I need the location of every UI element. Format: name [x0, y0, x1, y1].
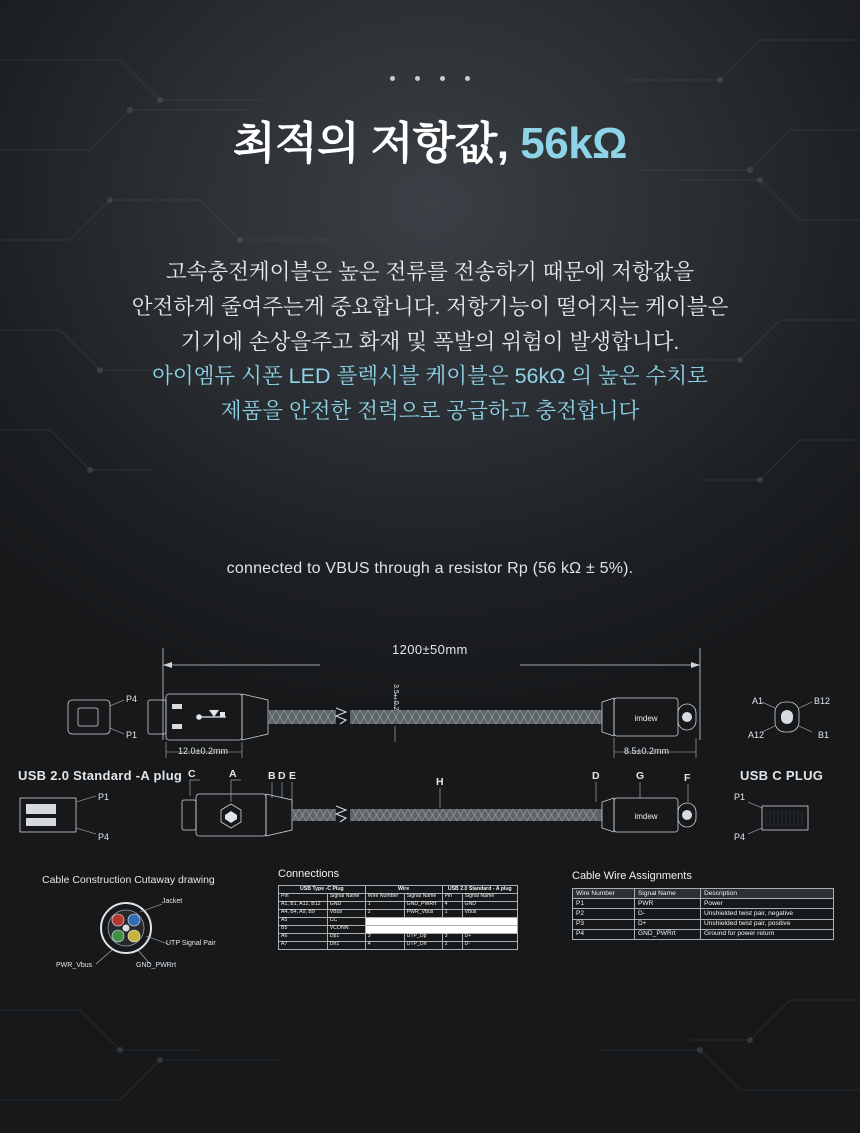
- cell: D+: [462, 933, 517, 941]
- decorative-dots: [0, 76, 860, 81]
- cable-diameter-dimension: 3.5±0.2: [392, 684, 399, 711]
- cell: A6: [279, 933, 328, 941]
- cell: GND_PWRrt: [635, 929, 701, 939]
- section-mark-b: B: [268, 770, 276, 782]
- table-row: [573, 919, 834, 929]
- pin-label-b12: B12: [814, 696, 831, 706]
- usb-a-pinout-icon: [68, 700, 124, 734]
- paragraph-line-3: 기기에 손상을주고 화재 및 폭발의 위험이 발생합니다.: [180, 329, 680, 354]
- cell-blank: [365, 925, 517, 933]
- col-signal-c: Signal Name: [327, 893, 365, 901]
- pin-label-p1-bottom: P1: [98, 792, 110, 802]
- cell: GND: [327, 901, 365, 909]
- section-mark-a: A: [229, 768, 237, 780]
- section-mark-h: H: [436, 776, 444, 788]
- page-title-prefix: 최적의 저항값,: [233, 119, 521, 168]
- table-header-row: [573, 889, 834, 899]
- overall-length-dimension: 1200±50mm: [392, 642, 468, 657]
- page-title-accent: 56kΩ: [520, 119, 627, 168]
- pin-label-p4-bottom: P4: [98, 832, 110, 842]
- cell: PWR_Vbus: [404, 909, 442, 917]
- group-header-usb-a: USB 2.0 Standard - A plug: [442, 886, 517, 894]
- cell: Ground for power return: [701, 929, 834, 939]
- cell: A4, B4, A9, B9: [279, 909, 328, 917]
- pin-label-p4-c: P4: [734, 832, 746, 842]
- cell: 3: [365, 933, 404, 941]
- wire-assignments-table: [572, 888, 834, 940]
- cell: P2: [573, 909, 635, 919]
- group-header-usb-c: USB Type -C Plug: [279, 886, 366, 894]
- section-mark-g: G: [636, 770, 645, 782]
- col-signal-name: Signal Name: [635, 889, 701, 899]
- cell: PWR: [635, 899, 701, 909]
- paragraph-line-5: 제품을 안전한 전력으로 공급하고 충전합니다: [220, 399, 640, 424]
- table-header-row: [279, 893, 518, 901]
- description-paragraph: [40, 255, 820, 429]
- cell: 1: [365, 901, 404, 909]
- col-wire-number: Wire Number: [365, 893, 404, 901]
- col-signal-a: Signal Name: [462, 893, 517, 901]
- cell: 4: [365, 941, 404, 949]
- table-row: [279, 925, 518, 933]
- cell: Unshielded twist pair, positive: [701, 919, 834, 929]
- table-row: [279, 909, 518, 917]
- section-mark-c: C: [188, 768, 196, 780]
- col-description: Description: [701, 889, 834, 899]
- pin-label-p1-c: P1: [734, 792, 746, 802]
- paragraph-line-2: 안전하게 줄여주는게 중요합니다. 저항기능이 떨어지는 케이블은: [131, 294, 729, 319]
- cell: P1: [573, 899, 635, 909]
- technical-drawing: [0, 620, 860, 1020]
- table-row: [279, 933, 518, 941]
- cell: 2: [365, 909, 404, 917]
- section-mark-d2: D: [592, 770, 600, 782]
- cell: P3: [573, 919, 635, 929]
- pin-label-a12: A12: [748, 730, 765, 740]
- cell: UTP_Dn: [404, 941, 442, 949]
- cell: 2: [442, 941, 462, 949]
- usb-a-flat-view: [20, 796, 96, 834]
- dot: [390, 76, 395, 81]
- section-mark-e: E: [289, 770, 297, 782]
- c-plug-length-dimension: 8.5±0.2mm: [624, 746, 669, 756]
- cutaway-label-jacket: Jacket: [162, 898, 183, 905]
- usb-a-title: USB 2.0 Standard -A plug: [18, 768, 183, 783]
- usb-c-title: USB C PLUG: [740, 768, 824, 783]
- connections-title: Connections: [278, 868, 340, 880]
- table-row: [279, 941, 518, 949]
- cell: Power: [701, 899, 834, 909]
- cell: VCONN: [327, 925, 365, 933]
- cell: P4: [573, 929, 635, 939]
- cable-assembly-bottom: [182, 794, 696, 836]
- cable-schematic: [0, 620, 860, 1020]
- cell: D-: [635, 909, 701, 919]
- dot: [415, 76, 420, 81]
- col-pin-a: Pin: [442, 893, 462, 901]
- cell: GND_PWRrt: [404, 901, 442, 909]
- cutaway-label-pwr: PWR_Vbus: [56, 962, 93, 969]
- cell: A5: [279, 917, 328, 925]
- cell: D-: [462, 941, 517, 949]
- cell: GND: [462, 901, 517, 909]
- svg-text:imdew: imdew: [634, 812, 658, 821]
- cutaway-label-utp: UTP Signal Pair: [166, 940, 216, 947]
- cell-blank: [365, 917, 517, 925]
- connections-table: [278, 885, 518, 950]
- table-row: [279, 901, 518, 909]
- a-plug-length-dimension: 12.0±0.2mm: [178, 746, 228, 756]
- cell: Unshielded twist pair, negative: [701, 909, 834, 919]
- cable-braid-top: [268, 708, 602, 724]
- usb-a-plug-top: [148, 694, 268, 740]
- resistor-caption: connected to VBUS through a resistor Rp (56 kΩ ± 5%).: [226, 560, 634, 577]
- cell: D+: [635, 919, 701, 929]
- cell: UTP_Dp: [404, 933, 442, 941]
- usb-c-plug-top: [602, 698, 696, 736]
- cell: A7: [279, 941, 328, 949]
- col-signal-wire: Signal Name: [404, 893, 442, 901]
- table-row: [573, 929, 834, 939]
- table-row: [279, 917, 518, 925]
- cell: B5: [279, 925, 328, 933]
- cable-cross-section: [96, 903, 168, 964]
- paragraph-line-4: 아이엠듀 시폰 LED 플렉시블 케이블은 56kΩ 의 높은 수치로: [152, 364, 708, 389]
- cell: 3: [442, 933, 462, 941]
- table-row: [573, 909, 834, 919]
- cell: Dp1: [327, 933, 365, 941]
- svg-text:imdew: imdew: [634, 714, 658, 723]
- section-mark-f: F: [684, 772, 691, 784]
- usb-c-end-view: [748, 802, 808, 834]
- pin-label-a1: A1: [752, 696, 764, 706]
- page-title: [0, 118, 860, 171]
- cell: Vbus: [462, 909, 517, 917]
- pin-label-p4-top: P4: [126, 694, 138, 704]
- cell: 1: [442, 909, 462, 917]
- cell: 4: [442, 901, 462, 909]
- usb-c-pinout-icon: [762, 702, 812, 732]
- cutaway-label-gnd: GND_PWRrt: [136, 962, 177, 969]
- table-group-header-row: [279, 886, 518, 894]
- cutaway-title: Cable Construction Cutaway drawing: [42, 874, 215, 886]
- dot: [440, 76, 445, 81]
- group-header-wire: Wire: [365, 886, 442, 894]
- cell: VBus: [327, 909, 365, 917]
- paragraph-line-1: 고속충전케이블은 높은 전류를 전송하기 때문에 저항값을: [165, 260, 695, 284]
- cell: CC: [327, 917, 365, 925]
- col-wire-number: Wire Number: [573, 889, 635, 899]
- cell: Dn1: [327, 941, 365, 949]
- section-mark-d: D: [278, 770, 286, 782]
- col-pin-c: Pin: [279, 893, 328, 901]
- cell: A1, B1, A12, B12: [279, 901, 328, 909]
- wire-assignments-title: Cable Wire Assignments: [572, 870, 692, 882]
- dot: [465, 76, 470, 81]
- pin-label-p1-top: P1: [126, 730, 138, 740]
- pin-label-b1: B1: [818, 730, 830, 740]
- table-row: [573, 899, 834, 909]
